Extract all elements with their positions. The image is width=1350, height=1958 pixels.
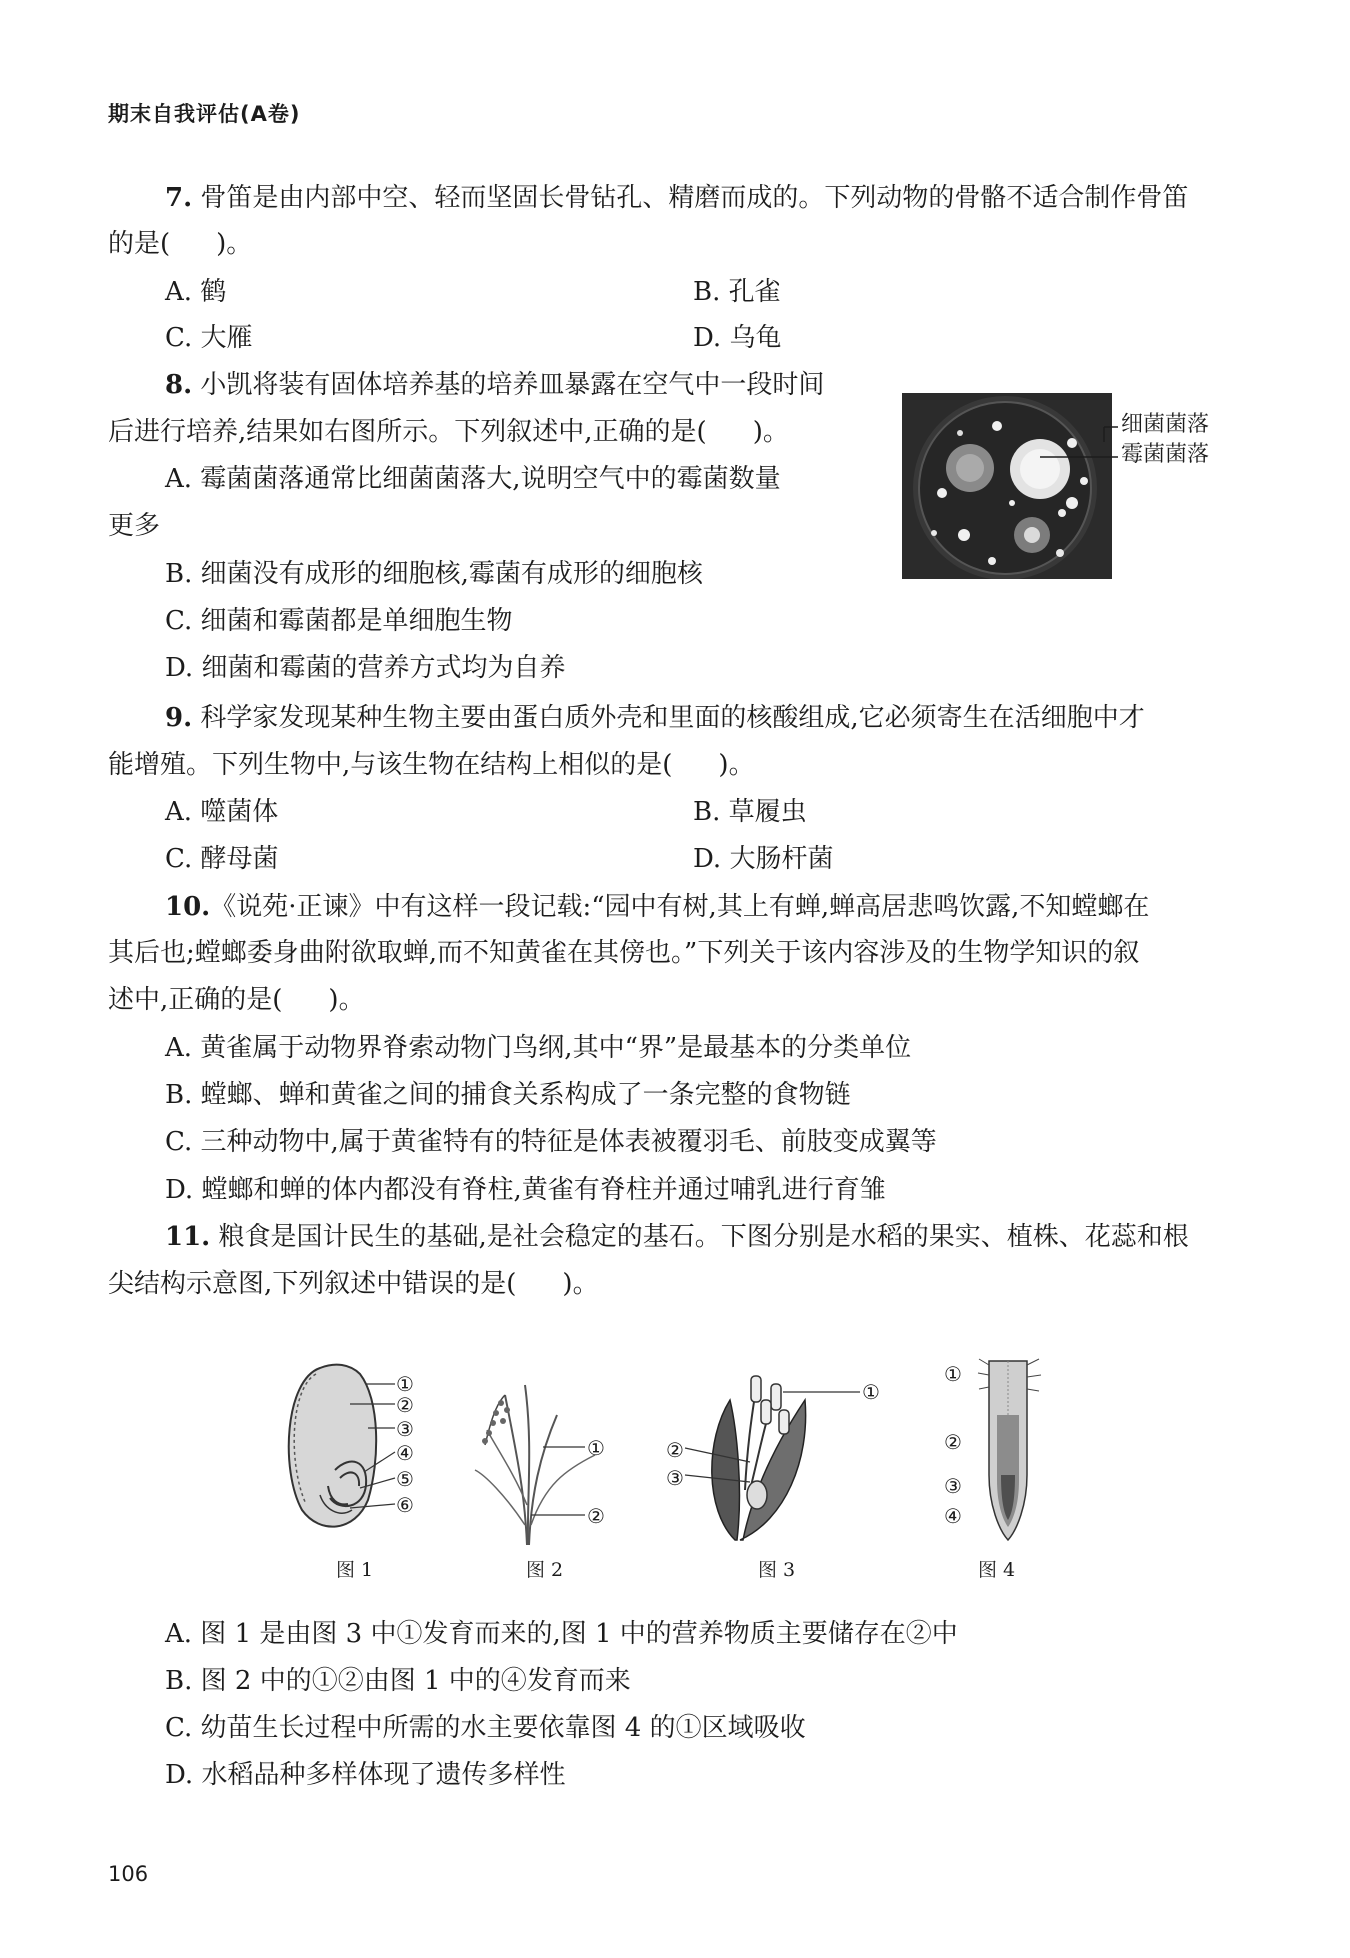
- fig2-mark-2: ②: [587, 1504, 605, 1528]
- fig1-mark-1: ①: [396, 1372, 414, 1396]
- q7-stem-line2: [108, 228, 252, 260]
- page-number: 106: [108, 1862, 149, 1886]
- fig3-mark-2: ②: [666, 1438, 684, 1462]
- fig4-mark-1: ①: [944, 1362, 962, 1386]
- q11-option-d[interactable]: D. 水稻品种多样体现了遗传多样性: [165, 1760, 566, 1790]
- petri-callout-lines: [1040, 410, 1120, 470]
- q9-stem2b: )。: [718, 750, 755, 780]
- q9-option-d[interactable]: D. 大肠杆菌: [693, 844, 834, 874]
- q8-stem2a: 后进行培养,结果如右图所示。下列叙述中,正确的是(: [108, 417, 707, 447]
- fig4-caption: 图 4: [978, 1559, 1016, 1581]
- q9-stem1: 科学家发现某种生物主要由蛋白质外壳和里面的核酸组成,它必须寄生在活细胞中才: [200, 703, 1145, 733]
- q11-option-a[interactable]: A. 图 1 是由图 3 中①发育而来的,图 1 中的营养物质主要储存在②中: [165, 1619, 958, 1649]
- q9-stem-line1: [165, 702, 1145, 734]
- q10-option-b[interactable]: B. 螳螂、蝉和黄雀之间的捕食关系构成了一条完整的食物链: [165, 1080, 851, 1110]
- q9-option-c[interactable]: C. 酵母菌: [165, 844, 279, 874]
- q11-stem-line1: [165, 1221, 1189, 1253]
- q8-stem-line2: [108, 416, 789, 448]
- page-header: 期末自我评估(A卷): [108, 102, 301, 126]
- fig1-mark-5: ⑤: [396, 1467, 414, 1491]
- q11-number: 11.: [165, 1222, 211, 1252]
- q8-stem-line1: [165, 369, 824, 401]
- q8-stem1: 小凯将装有固体培养基的培养皿暴露在空气中一段时间: [200, 370, 825, 400]
- q8-option-d[interactable]: D. 细菌和霉菌的营养方式均为自养: [165, 653, 566, 683]
- fig1-mark-4: ④: [396, 1441, 414, 1465]
- fig3-caption: 图 3: [758, 1559, 796, 1581]
- q8-number: 8.: [165, 370, 193, 400]
- q9-option-a[interactable]: A. 噬菌体: [165, 797, 279, 827]
- figure4-root-tip: [975, 1355, 1045, 1545]
- figure3-rice-flower: [665, 1370, 870, 1545]
- q7-option-c[interactable]: C. 大雁: [165, 323, 253, 353]
- label-mold-colony: 霉菌菌落: [1121, 442, 1210, 467]
- q7-stem2a: 的是(: [108, 229, 171, 259]
- q10-stem-line1: [165, 891, 1149, 923]
- fig4-mark-4: ④: [944, 1504, 962, 1528]
- q10-number: 10.: [165, 892, 211, 922]
- q10-stem3b: )。: [328, 985, 365, 1015]
- fig1-caption: 图 1: [336, 1559, 374, 1581]
- q10-stem-line3: [108, 984, 365, 1016]
- q7-stem1: 骨笛是由内部中空、轻而坚固长骨钻孔、精磨而成的。下列动物的骨骼不适合制作骨笛: [200, 183, 1189, 213]
- q8-option-c[interactable]: C. 细菌和霉菌都是单细胞生物: [165, 606, 513, 636]
- q9-stem2a: 能增殖。下列生物中,与该生物在结构上相似的是(: [108, 750, 673, 780]
- q8-stem2b: )。: [752, 417, 789, 447]
- q11-stem-line2: [108, 1268, 599, 1300]
- fig1-mark-2: ②: [396, 1393, 414, 1417]
- q7-option-b[interactable]: B. 孔雀: [693, 277, 781, 307]
- q7-stem2b: )。: [216, 229, 253, 259]
- q7-number: 7.: [165, 183, 193, 213]
- fig1-mark-6: ⑥: [396, 1493, 414, 1517]
- q10-stem-line2: 其后也;螳螂委身曲附欲取蝉,而不知黄雀在其傍也。”下列关于该内容涉及的生物学知识的叙: [108, 938, 1140, 968]
- q11-stem2a: 尖结构示意图,下列叙述中错误的是(: [108, 1269, 517, 1299]
- q7-option-a[interactable]: A. 鹤: [165, 277, 227, 307]
- q11-stem2b: )。: [562, 1269, 599, 1299]
- q9-number: 9.: [165, 703, 193, 733]
- q10-option-a[interactable]: A. 黄雀属于动物界脊索动物门鸟纲,其中“界”是最基本的分类单位: [165, 1033, 912, 1063]
- q9-stem-line2: [108, 749, 755, 781]
- fig2-caption: 图 2: [526, 1559, 564, 1581]
- label-bacteria-colony: 细菌菌落: [1121, 412, 1210, 437]
- q8-option-a-cont: 更多: [108, 511, 161, 541]
- q7-stem-line1: [165, 182, 1188, 214]
- q8-option-b[interactable]: B. 细菌没有成形的细胞核,霉菌有成形的细胞核: [165, 559, 703, 589]
- fig4-mark-2: ②: [944, 1430, 962, 1454]
- q9-option-b[interactable]: B. 草履虫: [693, 797, 807, 827]
- q10-option-d[interactable]: D. 螳螂和蝉的体内都没有脊柱,黄雀有脊柱并通过哺乳进行育雏: [165, 1175, 886, 1205]
- fig1-mark-3: ③: [396, 1417, 414, 1441]
- fig3-mark-1: ①: [862, 1380, 880, 1404]
- q11-option-c[interactable]: C. 幼苗生长过程中所需的水主要依靠图 4 的①区域吸收: [165, 1713, 806, 1743]
- q11-stem1: 粮食是国计民生的基础,是社会稳定的基石。下图分别是水稻的果实、植株、花蕊和根: [218, 1222, 1189, 1252]
- q10-option-c[interactable]: C. 三种动物中,属于黄雀特有的特征是体表被覆羽毛、前肢变成翼等: [165, 1127, 937, 1157]
- q10-stem3a: 述中,正确的是(: [108, 985, 283, 1015]
- fig2-mark-1: ①: [587, 1436, 605, 1460]
- q7-option-d[interactable]: D. 乌龟: [693, 323, 782, 353]
- q11-option-b[interactable]: B. 图 2 中的①②由图 1 中的④发育而来: [165, 1666, 631, 1696]
- fig4-mark-3: ③: [944, 1474, 962, 1498]
- fig3-mark-3: ③: [666, 1466, 684, 1490]
- q10-stem1: 《说苑·正谏》中有这样一段记载:“园中有树,其上有蝉,蝉高居悲鸣饮露,不知螳螂在: [210, 892, 1150, 922]
- q8-option-a[interactable]: A. 霉菌菌落通常比细菌菌落大,说明空气中的霉菌数量: [165, 464, 781, 494]
